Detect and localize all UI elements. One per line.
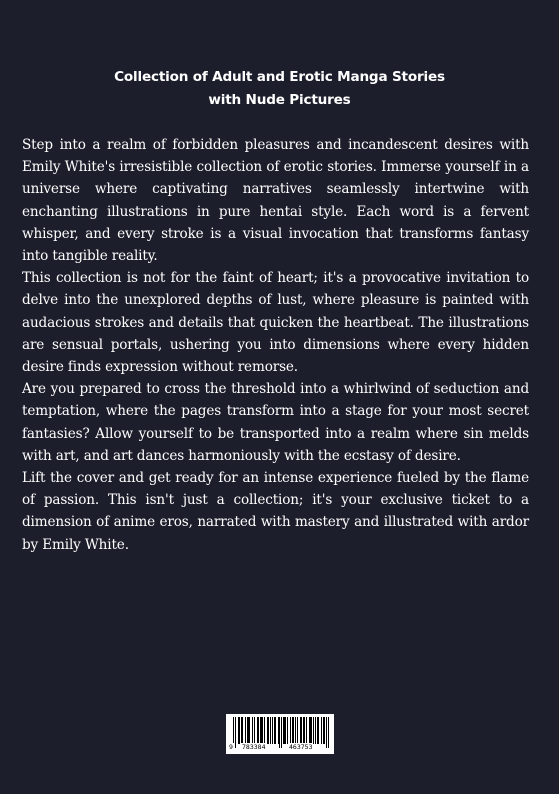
- barcode-bar: [315, 717, 316, 744]
- barcode-bar: [283, 717, 284, 744]
- barcode-bar: [257, 717, 258, 744]
- barcode-bar: [310, 717, 311, 744]
- blurb-paragraph: Lift the cover and get ready for an intense experience fueled by the flame of passion. This isn't just a collection; it's your exclusive ticket to a dimension of anime eros, narrated with mastery and illustrated with ardor by Emily White.: [22, 470, 529, 553]
- barcode-bar: [252, 717, 253, 744]
- barcode-digits: [226, 743, 334, 753]
- barcode-bar: [275, 717, 276, 744]
- barcode-bar: [239, 717, 240, 744]
- barcode-bar: [245, 717, 246, 744]
- barcode-bar: [242, 717, 243, 744]
- title-line-1: Collection of Adult and Erotic Manga Stories: [114, 69, 445, 85]
- barcode-bar: [284, 717, 285, 744]
- barcode-bar: [268, 717, 269, 744]
- barcode-bar: [301, 717, 302, 744]
- barcode-bar: [254, 717, 255, 744]
- blurb-text: [22, 134, 529, 556]
- barcode-bar: [260, 717, 261, 744]
- barcode-bar: [267, 717, 268, 744]
- barcode-bar: [321, 717, 322, 744]
- barcode-bar: [270, 717, 271, 744]
- barcode-bar: [324, 717, 325, 744]
- barcode-bar: [313, 717, 314, 744]
- barcode-bar: [248, 717, 249, 744]
- cover-title: [0, 66, 559, 112]
- barcode-bar: [258, 717, 259, 744]
- barcode-bar: [278, 717, 279, 744]
- barcode-bar: [323, 717, 324, 744]
- barcode-bar: [264, 717, 265, 744]
- barcode-lead-digit: 9: [229, 743, 233, 751]
- barcode-bar: [300, 717, 301, 744]
- barcode-bar: [290, 717, 291, 744]
- barcode-bar: [318, 717, 319, 744]
- barcode-bar: [293, 717, 294, 744]
- isbn-barcode: [226, 714, 334, 754]
- barcode-bar: [249, 717, 250, 744]
- barcode-bar: [274, 717, 275, 744]
- barcode-bar: [287, 717, 288, 744]
- barcode-bar: [292, 717, 293, 744]
- blurb-paragraph: Are you prepared to cross the threshold into a whirlwind of seduction and temptation, where the pages transform into a stage for your most secret fantasies? Allow yourself to be transported into a realm where sin melds with art, and art dances harmoniously with the ecstasy of desire.: [22, 381, 529, 464]
- barcode-bar: [285, 717, 286, 744]
- barcode-right-group: 463753: [289, 743, 313, 751]
- barcode-bar: [272, 717, 273, 744]
- blurb-paragraph: Step into a realm of forbidden pleasures and incandescent desires with Emily White's irresistible collection of erotic stories. Immerse yourself in a universe where captivating narratives seamlessly intertwine with enchanting illustrations in pure hentai style. Each word is a fervent whisper, and every stroke is a visual invocation that transforms fantasy into tangible reality.: [22, 137, 529, 265]
- title-line-2: with Nude Pictures: [208, 92, 351, 108]
- barcode-bar: [241, 717, 242, 744]
- barcode-left-group: 783384: [242, 743, 266, 751]
- barcode-bar: [262, 717, 263, 744]
- barcode-bar: [306, 717, 307, 744]
- barcode-bar: [303, 717, 304, 744]
- barcode-bar: [311, 717, 312, 744]
- barcode-bar: [297, 717, 298, 744]
- barcode-bar: [261, 717, 262, 744]
- barcode-bar: [238, 717, 239, 744]
- barcode-bar: [247, 717, 248, 744]
- barcode-bar: [304, 717, 305, 744]
- barcode-bar: [309, 717, 310, 744]
- barcode-bar: [317, 717, 318, 744]
- blurb-paragraph: This collection is not for the faint of heart; it's a provocative invitation to delve into the unexplored depths of lust, where pleasure is painted with audacious strokes and details that quicken the heartbeat. The illustrations are sensual portals, ushering you into dimensions where every hidden desire finds expression without remorse.: [22, 270, 529, 376]
- barcode-bar: [295, 717, 296, 744]
